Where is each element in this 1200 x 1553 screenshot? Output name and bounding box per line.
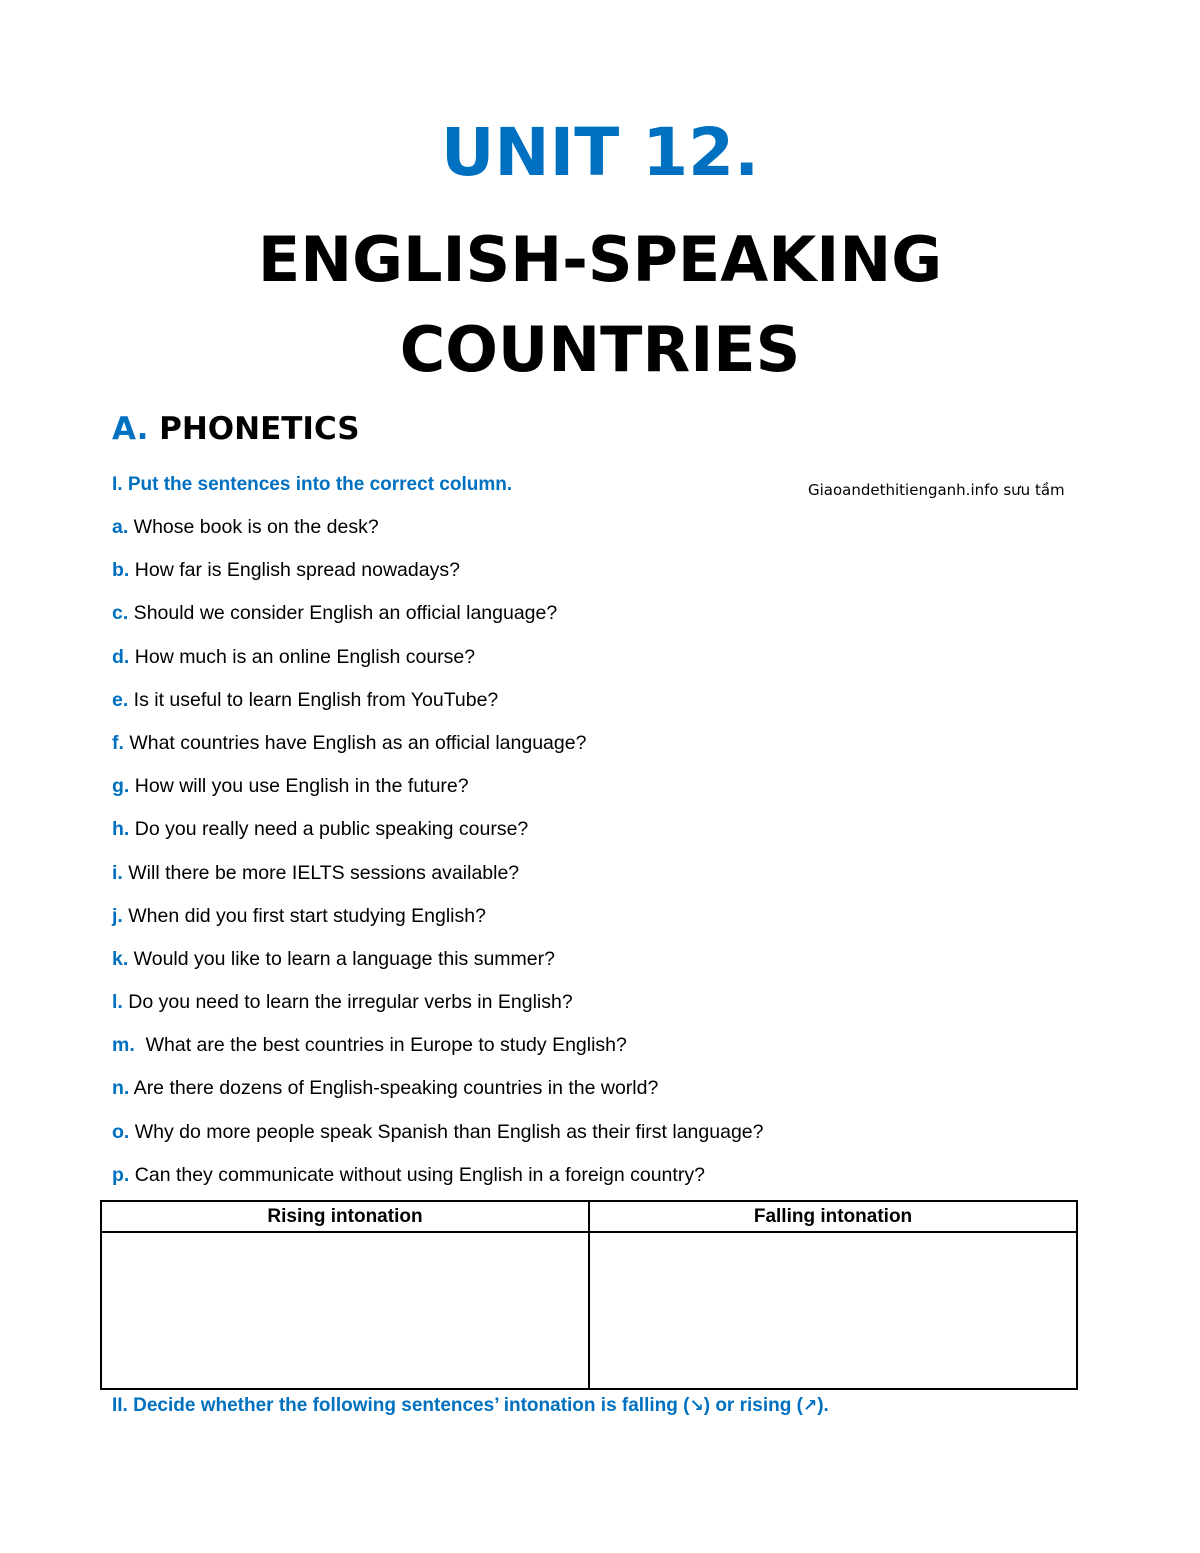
sentence-marker: a.	[112, 516, 129, 538]
sentence-text: Are there dozens of English-speaking countries in the world?	[129, 1077, 659, 1100]
list-item	[112, 557, 763, 600]
sentence-text: Will there be more IELTS sessions available?	[122, 861, 520, 884]
sentence-text: Is it useful to learn English from YouTube?	[128, 688, 499, 711]
page-title	[0, 215, 1200, 395]
sentence-marker: g.	[112, 775, 130, 798]
sentence-marker: h.	[112, 818, 130, 841]
sentence-text: Should we consider English an official language?	[128, 602, 558, 625]
sentence-text: How much is an online English course?	[129, 645, 476, 668]
sentence-text: What countries have English as an official language?	[123, 731, 587, 754]
list-item	[112, 816, 763, 859]
sentence-marker: l.	[112, 991, 123, 1014]
falling-intonation-header: Falling intonation	[589, 1201, 1077, 1232]
page-title-line-2: COUNTRIES	[399, 313, 801, 386]
sentence-text: What are the best countries in Europe to study English?	[134, 1034, 627, 1057]
section-name: PHONETICS	[159, 411, 360, 447]
falling-arrow-icon: ↘	[689, 1396, 704, 1416]
sentence-marker: j.	[112, 904, 123, 927]
sentence-text: When did you first start studying English?	[122, 904, 486, 927]
sentence-text: Why do more people speak Spanish than English as their first language?	[129, 1120, 764, 1143]
rising-intonation-cell[interactable]	[101, 1232, 589, 1389]
list-item	[112, 1075, 763, 1118]
list-item	[112, 946, 763, 989]
list-item	[112, 1162, 763, 1205]
sentence-marker: i.	[112, 861, 123, 884]
rising-arrow-icon: ↗	[802, 1396, 818, 1416]
list-item	[112, 514, 763, 557]
sentence-text: How far is English spread nowadays?	[129, 559, 460, 582]
unit-number: UNIT 12.	[440, 114, 760, 191]
sentence-text: How will you use English in the future?	[129, 775, 469, 798]
list-item	[112, 687, 763, 730]
sentence-marker: c.	[112, 602, 129, 625]
list-item	[112, 1032, 763, 1075]
list-item	[112, 773, 763, 816]
table-answer-row	[101, 1232, 1077, 1389]
sentence-text: Do you need to learn the irregular verbs in English?	[122, 991, 573, 1014]
page-title-line-1: ENGLISH-SPEAKING	[257, 223, 943, 296]
exercise-2-text-before: II. Decide whether the following sentences’ intonation is falling (	[112, 1395, 690, 1416]
sentence-marker: n.	[112, 1077, 130, 1100]
sentence-marker: k.	[112, 947, 129, 970]
list-item	[112, 903, 763, 946]
source-credit: Giaoandethitienganh.info sưu tầm	[808, 481, 1065, 499]
list-item	[112, 644, 763, 687]
exercise-1-instruction: I. Put the sentences into the correct column.	[112, 474, 513, 495]
sentence-text: Would you like to learn a language this summer?	[128, 947, 555, 970]
sentence-marker: d.	[112, 645, 130, 668]
sentence-marker: b.	[112, 559, 130, 582]
sentence-marker: e.	[112, 688, 129, 711]
falling-intonation-cell[interactable]	[589, 1232, 1077, 1389]
section-letter: A.	[112, 411, 149, 447]
list-item	[112, 1119, 763, 1162]
rising-intonation-header: Rising intonation	[101, 1201, 589, 1232]
exercise-2-text-after: ).	[817, 1395, 829, 1416]
list-item	[112, 989, 763, 1032]
list-item	[112, 600, 763, 643]
list-item	[112, 860, 763, 903]
section-heading	[112, 406, 360, 452]
sentence-marker: o.	[112, 1120, 130, 1143]
sentence-marker: p.	[112, 1163, 130, 1186]
table-header-row	[101, 1201, 1077, 1232]
intonation-table	[100, 1200, 1078, 1390]
sentence-text: Do you really need a public speaking course?	[129, 818, 529, 841]
sentence-list	[112, 514, 763, 1205]
list-item	[112, 730, 763, 773]
exercise-2-text-middle: ) or rising (	[703, 1395, 803, 1416]
sentence-text: Can they communicate without using English in a foreign country?	[129, 1163, 705, 1186]
exercise-2-instruction	[112, 1393, 829, 1419]
sentence-marker: m.	[112, 1034, 135, 1057]
sentence-text: Whose book is on the desk?	[128, 516, 379, 538]
sentence-marker: f.	[112, 731, 124, 754]
